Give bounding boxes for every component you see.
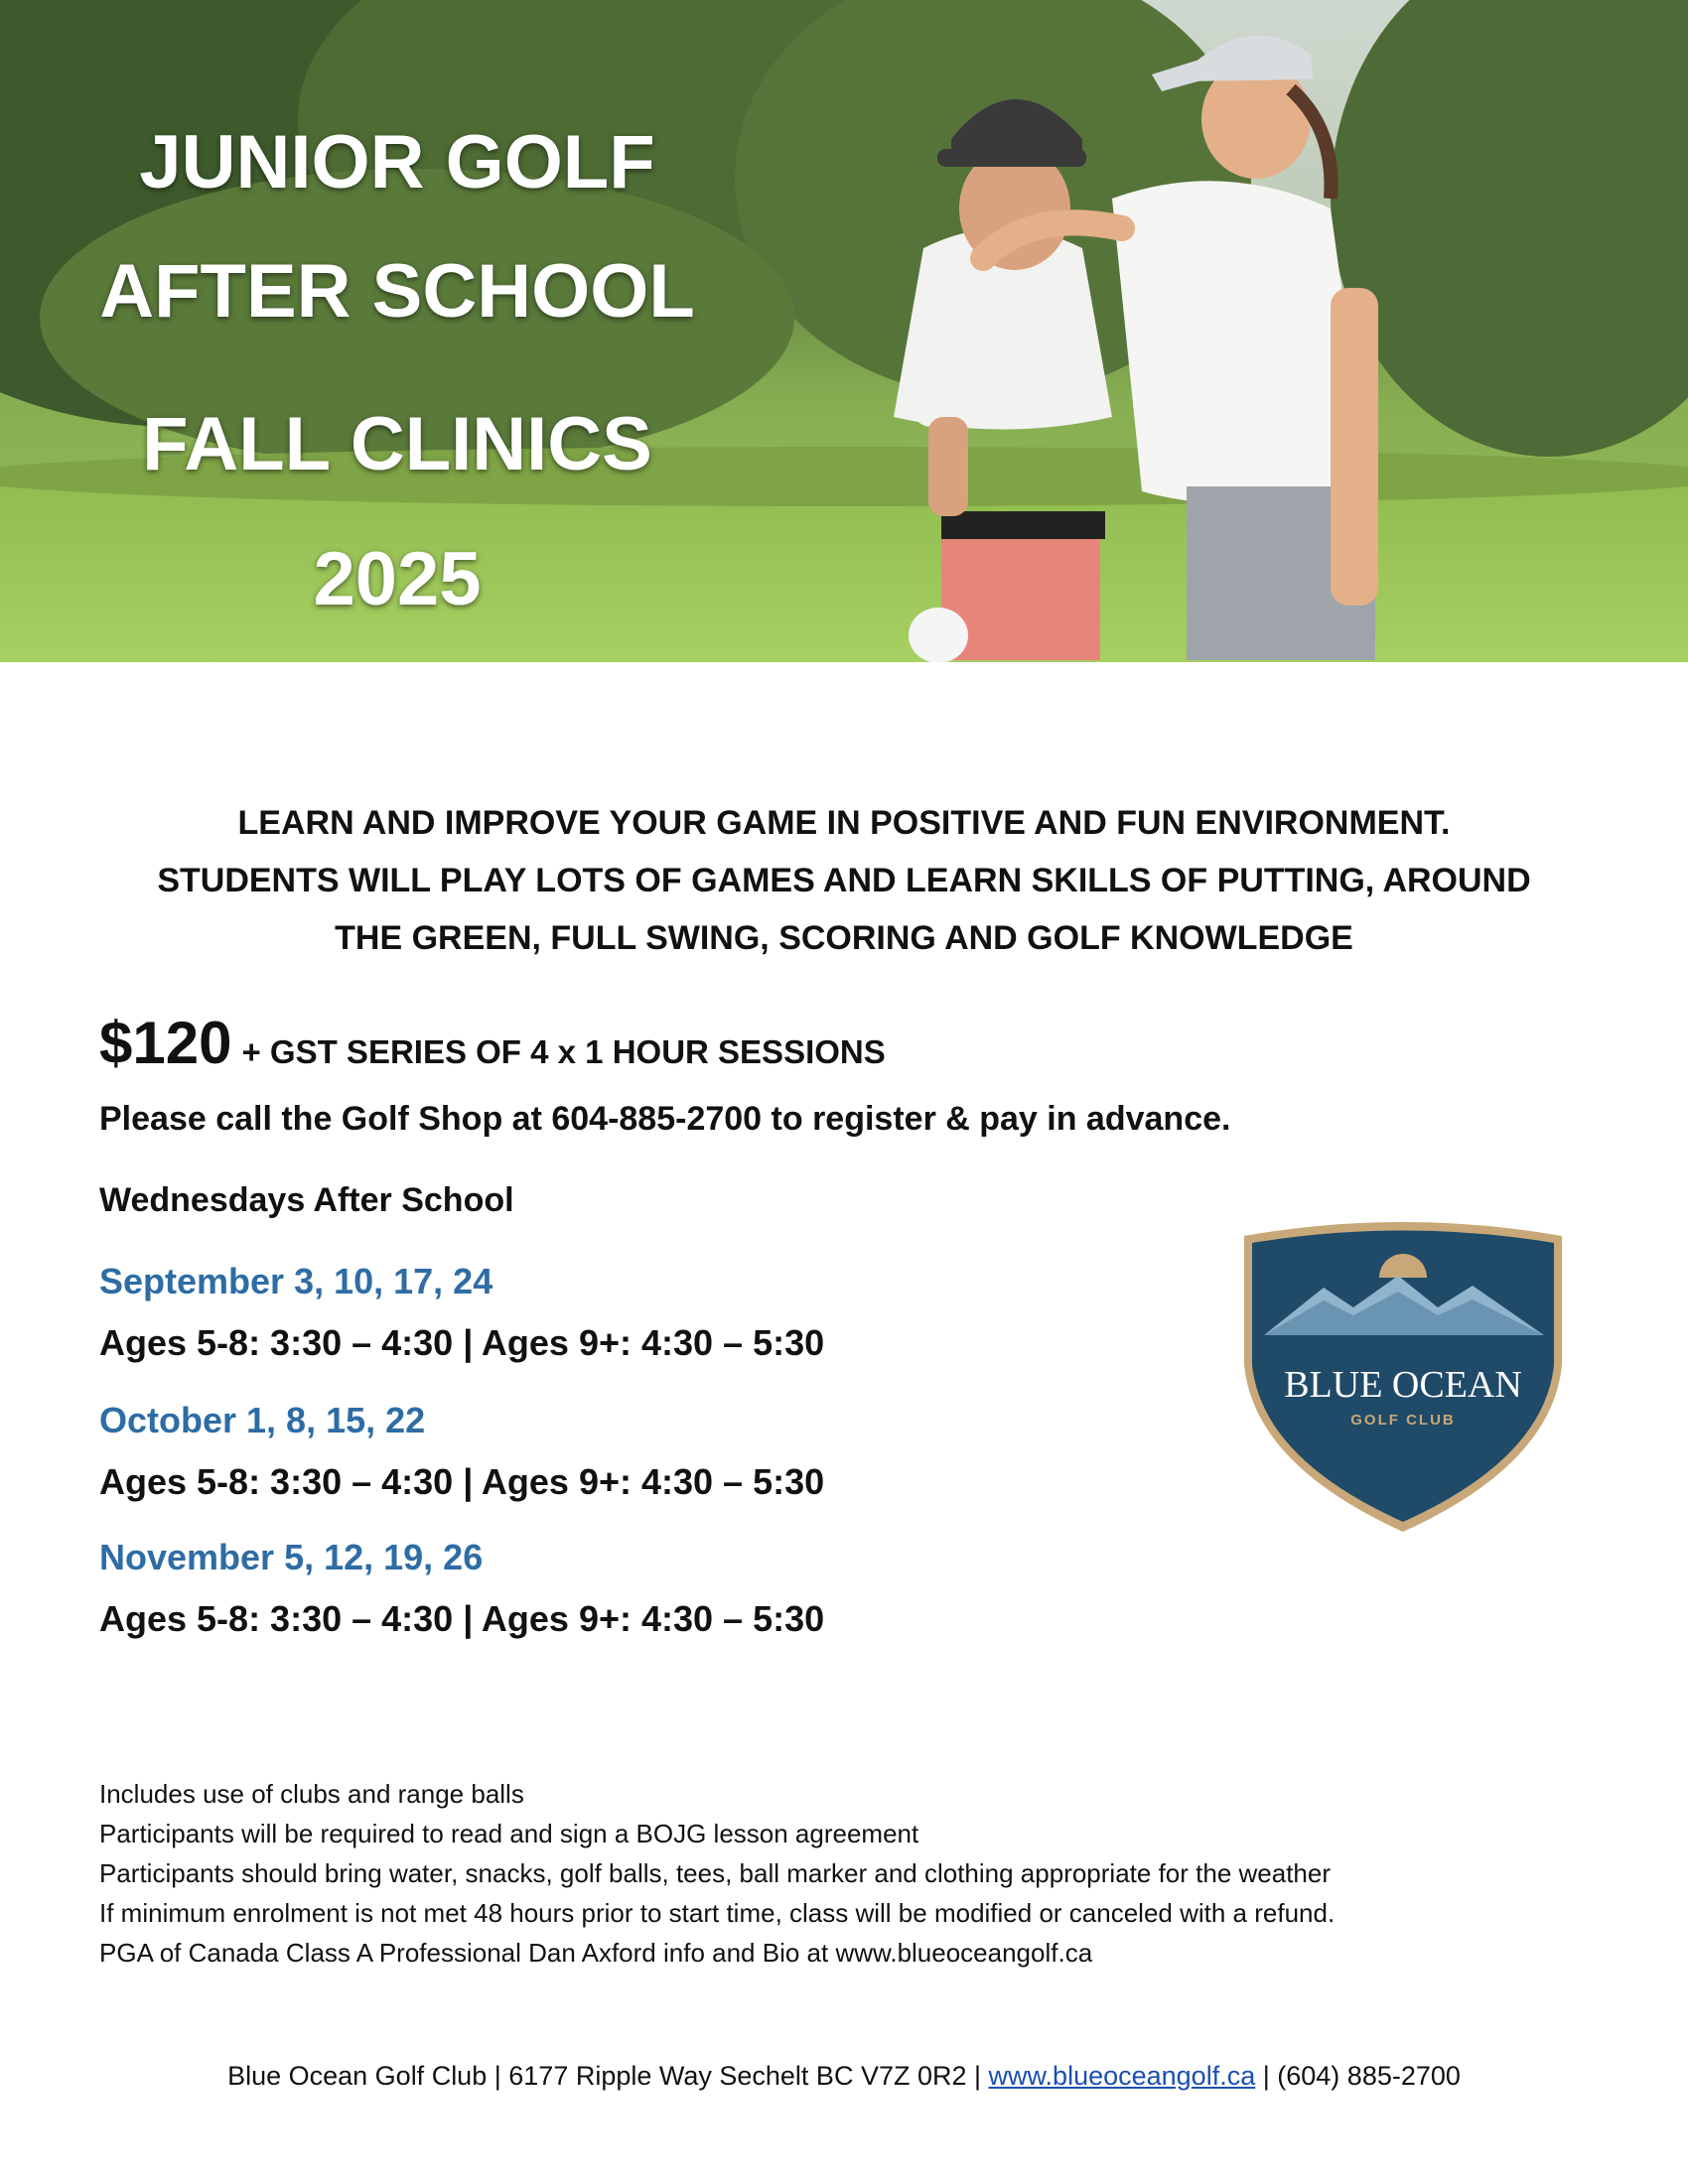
intro-text bbox=[60, 794, 1628, 967]
footer-separator: | bbox=[493, 2061, 501, 2091]
session-dates: October 1, 8, 15, 22 bbox=[99, 1400, 426, 1440]
footer-club-name: Blue Ocean Golf Club bbox=[227, 2061, 488, 2091]
footer-address: 6177 Ripple Way Sechelt BC V7Z 0R2 bbox=[508, 2061, 967, 2091]
session-september bbox=[99, 1261, 824, 1364]
hero-title-line-3: FALL CLINICS bbox=[142, 402, 652, 486]
session-october bbox=[99, 1400, 824, 1503]
intro-line-1: LEARN AND IMPROVE YOUR GAME IN POSITIVE AND FUN ENVIRONMENT. bbox=[237, 804, 1451, 842]
logo-subtitle: GOLF CLUB bbox=[1350, 1412, 1456, 1429]
footer bbox=[0, 2061, 1688, 2092]
session-dates: November 5, 12, 19, 26 bbox=[99, 1537, 484, 1577]
note-item: Participants should bring water, snacks, golf balls, tees, ball marker and clothing appropriate for the weather bbox=[99, 1858, 1332, 1888]
notes-list bbox=[99, 1774, 1335, 1973]
register-instructions: Please call the Golf Shop at 604-885-2700 to register & pay in advance. bbox=[99, 1100, 1231, 1138]
footer-website-link[interactable]: www.blueoceangolf.ca bbox=[988, 2061, 1256, 2091]
note-item: PGA of Canada Class A Professional Dan Axford info and Bio at www.blueoceangolf.ca bbox=[99, 1938, 1093, 1968]
logo-name: BLUE OCEAN bbox=[1284, 1364, 1522, 1406]
session-ages: Ages 5-8: 3:30 – 4:30 | Ages 9+: 4:30 – 5:30 bbox=[99, 1598, 825, 1639]
intro-line-2: STUDENTS WILL PLAY LOTS OF GAMES AND LEARN SKILLS OF PUTTING, AROUND bbox=[157, 862, 1531, 899]
note-item: Participants will be required to read and sign a BOJG lesson agreement bbox=[99, 1819, 919, 1848]
price: $120 bbox=[99, 1010, 232, 1076]
footer-separator: | bbox=[974, 2061, 982, 2091]
note-item: Includes use of clubs and range balls bbox=[99, 1779, 524, 1809]
footer-phone: (604) 885-2700 bbox=[1277, 2061, 1461, 2091]
schedule-day: Wednesdays After School bbox=[99, 1181, 514, 1219]
footer-separator: | bbox=[1262, 2061, 1270, 2091]
price-details: + GST SERIES OF 4 x 1 HOUR SESSIONS bbox=[241, 1033, 886, 1070]
session-ages: Ages 5-8: 3:30 – 4:30 | Ages 9+: 4:30 – 5:30 bbox=[99, 1322, 825, 1363]
hero-banner bbox=[0, 0, 1688, 662]
session-november bbox=[99, 1537, 824, 1640]
hero-title-year: 2025 bbox=[313, 537, 482, 621]
intro-line-3: THE GREEN, FULL SWING, SCORING AND GOLF KNOWLEDGE bbox=[335, 919, 1353, 957]
blue-ocean-logo bbox=[1234, 1216, 1572, 1536]
note-item: If minimum enrolment is not met 48 hours prior to start time, class will be modified or canceled with a refund. bbox=[99, 1898, 1336, 1928]
session-dates: September 3, 10, 17, 24 bbox=[99, 1261, 493, 1301]
hero-title-line-1: JUNIOR GOLF bbox=[139, 120, 655, 205]
price-line bbox=[99, 1009, 886, 1077]
session-ages: Ages 5-8: 3:30 – 4:30 | Ages 9+: 4:30 – 5:30 bbox=[99, 1461, 825, 1502]
hero-title-line-2: AFTER SCHOOL bbox=[99, 249, 695, 334]
